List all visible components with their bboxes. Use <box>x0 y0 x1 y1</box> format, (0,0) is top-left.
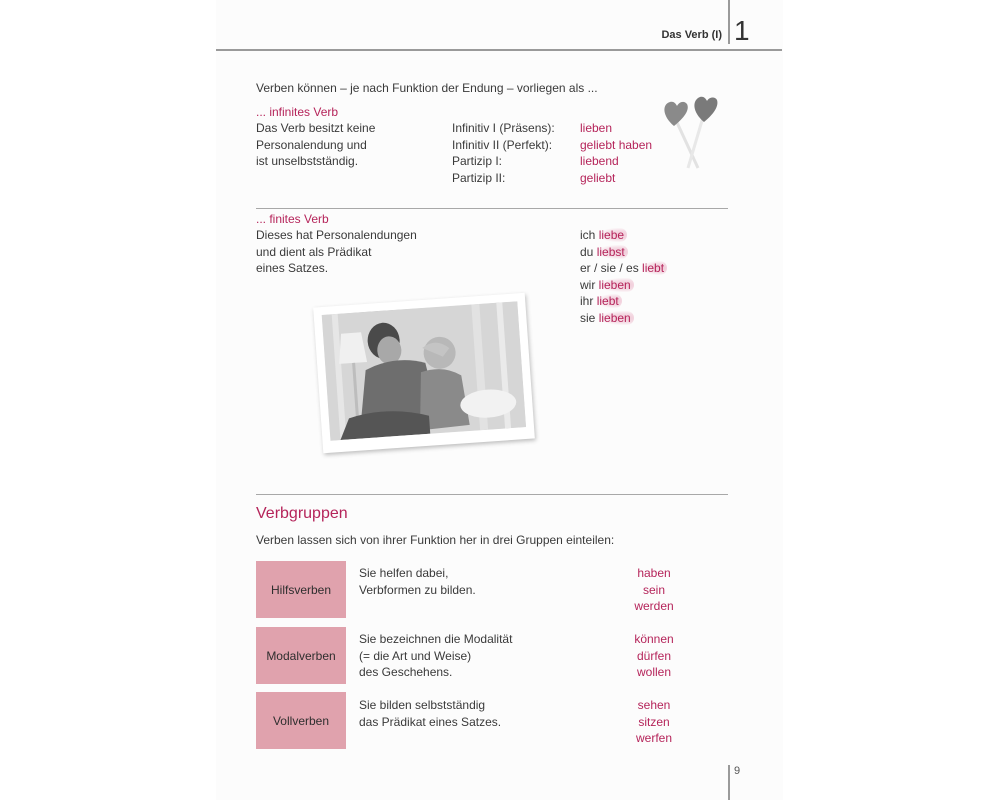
verb-stem: lieb <box>596 294 616 308</box>
verb-ending: e <box>617 228 625 242</box>
verb-ending: t <box>615 294 619 308</box>
group-description <box>359 631 512 681</box>
pronoun: du <box>580 244 594 259</box>
verb-ending: t <box>660 261 665 275</box>
intro-text: Verben können – je nach Funktion der Endung – vorliegen als ... <box>256 81 598 95</box>
description-line: und dient als Prädikat <box>256 244 372 259</box>
conjugation-row <box>580 310 667 327</box>
description-line: (= die Art und Weise) <box>359 648 472 663</box>
form-label: Partizip II: <box>452 170 506 185</box>
pronoun: ihr <box>580 294 594 308</box>
group-label-vollverben: Vollverben <box>256 692 346 749</box>
form-value: geliebt haben <box>580 137 653 152</box>
verb-form <box>599 311 634 325</box>
description-line: das Prädikat eines Satzes. <box>359 714 502 729</box>
infinite-description <box>256 120 375 170</box>
group-label-modalverben: Modalverben <box>256 627 346 684</box>
description-line: Sie bezeichnen die Modalität <box>359 632 513 646</box>
group-examples <box>614 631 694 681</box>
infinite-form-labels <box>452 120 555 186</box>
example-verb: sitzen <box>638 714 670 729</box>
chapter-title: Das Verb (I) <box>661 29 722 41</box>
group-label-hilfsverben: Hilfsverben <box>256 561 346 618</box>
example-verb: sehen <box>637 698 671 712</box>
header-divider <box>728 0 730 44</box>
verb-form <box>642 261 667 275</box>
description-line: Sie bilden selbstständig <box>359 698 486 712</box>
pronoun: wir <box>580 277 596 292</box>
example-verb: werden <box>634 599 674 613</box>
description-line: des Geschehens. <box>359 665 453 679</box>
group-examples <box>614 565 694 615</box>
description-line: Das Verb besitzt keine <box>256 121 376 135</box>
pronoun: ich <box>580 228 596 242</box>
verbgruppen-intro: Verben lassen sich von ihrer Funktion her in drei Gruppen einteilen: <box>256 533 615 547</box>
verb-form <box>599 228 627 242</box>
chapter-number: 1 <box>734 15 750 46</box>
example-verb: wollen <box>636 665 672 679</box>
description-line: Personalendung und <box>256 137 367 152</box>
example-verb: sein <box>642 582 665 597</box>
example-verb: haben <box>637 566 671 580</box>
example-verb: werfen <box>635 731 673 745</box>
verb-form <box>597 294 622 308</box>
form-label: Infinitiv II (Perfekt): <box>452 137 553 152</box>
group-description <box>359 565 476 598</box>
verb-stem: lieb <box>598 277 618 292</box>
conjugation-row <box>580 293 667 310</box>
verb-stem: lieb <box>598 310 618 325</box>
verb-stem: lieb <box>596 244 616 259</box>
description-line: eines Satzes. <box>256 261 329 275</box>
couple-surprise-photo <box>313 293 535 453</box>
example-verb: können <box>634 632 674 646</box>
photo-image <box>322 301 526 440</box>
verb-form <box>597 245 628 259</box>
verb-stem: lieb <box>598 228 618 242</box>
group-examples <box>614 697 694 747</box>
pronoun: er / sie / es <box>580 261 639 275</box>
verb-ending: en <box>617 277 631 292</box>
form-value: liebend <box>580 154 619 168</box>
description-line: Dieses hat Personalendungen <box>256 228 417 242</box>
pronoun: sie <box>580 310 596 325</box>
conjugation-row <box>580 260 667 277</box>
verb-ending: en <box>617 310 631 325</box>
description-line: Sie helfen dabei, <box>359 566 449 580</box>
example-verb: dürfen <box>636 648 672 663</box>
conjugation-row <box>580 277 667 294</box>
conjugation-row <box>580 227 667 244</box>
form-label: Partizip I: <box>452 154 503 168</box>
verb-stem: lieb <box>642 261 661 275</box>
form-value: lieben <box>580 121 613 135</box>
group-description <box>359 697 501 730</box>
description-line: ist unselbstständig. <box>256 154 359 168</box>
form-value: geliebt <box>580 170 616 185</box>
section-divider <box>256 494 728 495</box>
infinite-heading: ... infinites Verb <box>256 105 339 119</box>
section-divider <box>256 208 728 209</box>
infinite-form-values <box>580 120 652 186</box>
header-rule <box>216 49 782 51</box>
heart-lollipops-image <box>660 94 720 174</box>
form-label: Infinitiv I (Präsens): <box>452 121 555 135</box>
finite-heading: ... finites Verb <box>256 212 329 226</box>
finite-description <box>256 227 417 277</box>
conjugation-row <box>580 244 667 261</box>
footer-divider <box>728 765 730 800</box>
verb-form <box>599 278 634 292</box>
description-line: Verbformen zu bilden. <box>359 582 476 597</box>
section-title-verbgruppen: Verbgruppen <box>256 505 348 522</box>
page-number: 9 <box>734 765 741 777</box>
conjugation-table <box>580 227 667 326</box>
verb-ending: st <box>615 244 625 259</box>
